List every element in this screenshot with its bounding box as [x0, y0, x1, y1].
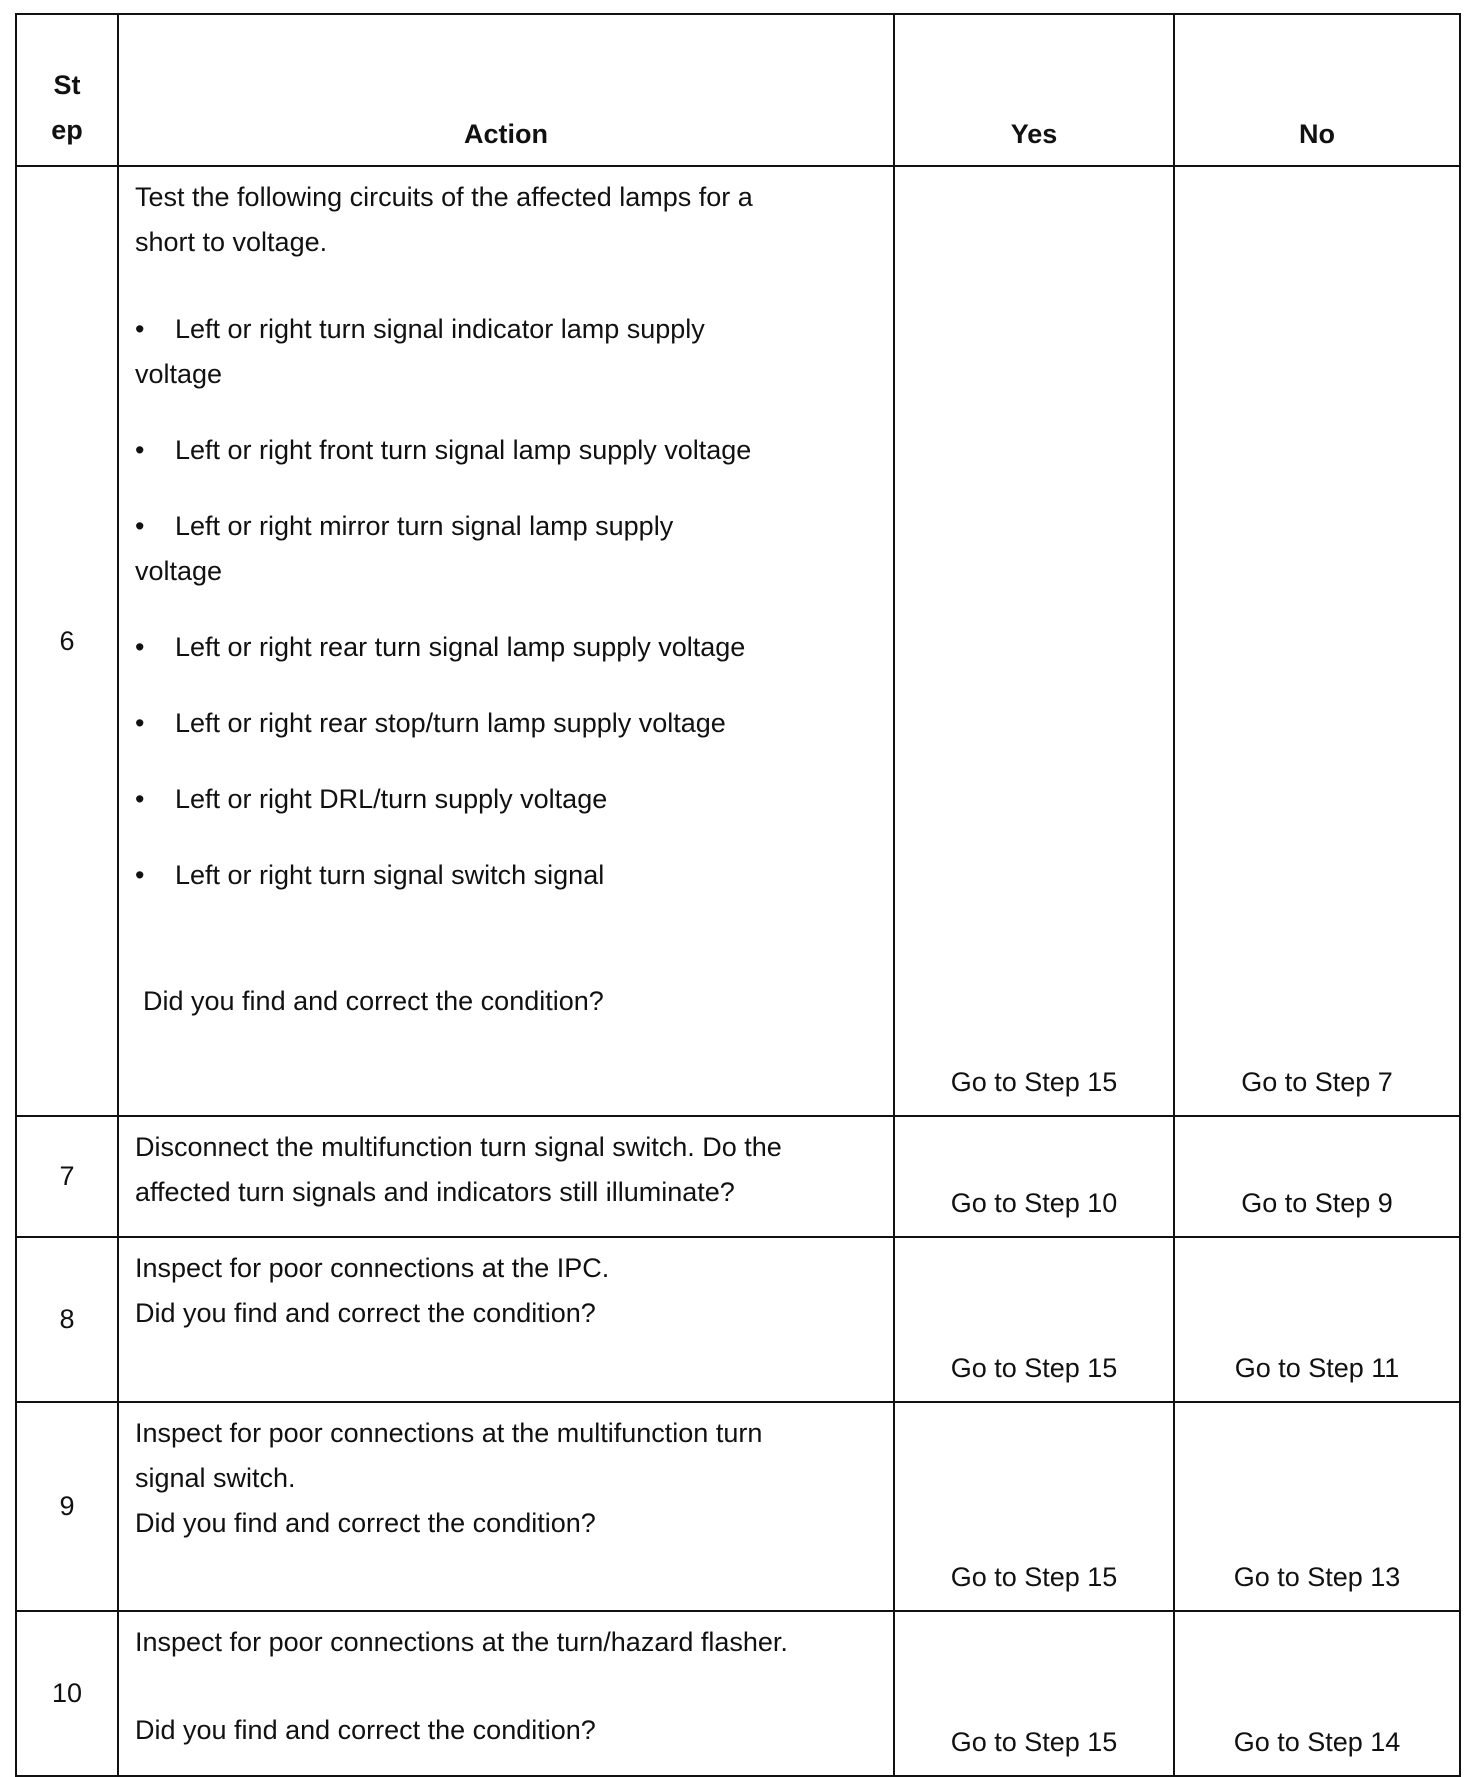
- action-cell: [118, 166, 894, 1116]
- bullet-text: Left or right rear stop/turn lamp supply voltage: [175, 708, 726, 738]
- bullet-icon: •: [135, 632, 145, 662]
- bullet-icon: •: [135, 708, 145, 738]
- bullet-icon: •: [135, 860, 145, 890]
- header-step: [16, 14, 118, 166]
- bullet-text: Left or right DRL/turn supply voltage: [175, 784, 608, 814]
- header-yes: Yes: [894, 14, 1174, 166]
- bullet-text: voltage: [135, 359, 223, 389]
- bullet-item: [135, 777, 877, 822]
- bullet-item: [135, 853, 877, 898]
- diagnostic-table: [15, 13, 1461, 1777]
- action-question: Did you find and correct the condition?: [143, 986, 604, 1016]
- header-step-line2: ep: [51, 115, 83, 145]
- action-cell: [118, 1611, 894, 1776]
- no-cell: Go to Step 9: [1174, 1116, 1460, 1237]
- no-cell: Go to Step 14: [1174, 1611, 1460, 1776]
- bullet-icon: •: [135, 784, 145, 814]
- table-row-step-9: [16, 1402, 1460, 1611]
- bullet-text: Left or right front turn signal lamp supply voltage: [175, 435, 752, 465]
- action-text: short to voltage.: [135, 227, 328, 257]
- bullet-icon: •: [135, 511, 145, 541]
- step-number: 9: [16, 1402, 118, 1611]
- yes-cell: Go to Step 15: [894, 1402, 1174, 1611]
- action-cell: [118, 1402, 894, 1611]
- action-text: Inspect for poor connections at the IPC.: [135, 1253, 610, 1283]
- action-text: Inspect for poor connections at the multifunction turn: [135, 1418, 763, 1448]
- yes-cell: Go to Step 15: [894, 1611, 1174, 1776]
- bullet-item: [135, 504, 877, 594]
- header-action: Action: [118, 14, 894, 166]
- bullet-text: Left or right mirror turn signal lamp supply: [175, 511, 674, 541]
- bullet-text: voltage: [135, 556, 223, 586]
- bullet-item: [135, 428, 877, 473]
- step-number: 6: [16, 166, 118, 1116]
- table-row-step-7: [16, 1116, 1460, 1237]
- action-text: affected turn signals and indicators still illuminate?: [135, 1177, 735, 1207]
- action-text: signal switch.: [135, 1463, 296, 1493]
- action-text: Disconnect the multifunction turn signal switch. Do the: [135, 1132, 782, 1162]
- bullet-item: [135, 307, 877, 397]
- table-row-step-8: [16, 1237, 1460, 1402]
- yes-cell: Go to Step 15: [894, 166, 1174, 1116]
- action-question: Did you find and correct the condition?: [135, 1715, 596, 1745]
- action-text: Inspect for poor connections at the turn/hazard flasher.: [135, 1627, 788, 1657]
- table-row-step-10: [16, 1611, 1460, 1776]
- action-text: Test the following circuits of the affected lamps for a: [135, 182, 753, 212]
- yes-cell: Go to Step 15: [894, 1237, 1174, 1402]
- table-row-step-6: [16, 166, 1460, 1116]
- bullet-text: Left or right turn signal switch signal: [175, 860, 605, 890]
- header-step-line1: St: [53, 70, 81, 100]
- action-question: Did you find and correct the condition?: [135, 1298, 596, 1328]
- header-row: [16, 14, 1460, 166]
- no-cell: Go to Step 11: [1174, 1237, 1460, 1402]
- action-cell: [118, 1237, 894, 1402]
- step-number: 8: [16, 1237, 118, 1402]
- step-number: 10: [16, 1611, 118, 1776]
- bullet-text: Left or right rear turn signal lamp supply voltage: [175, 632, 746, 662]
- action-question: Did you find and correct the condition?: [135, 1508, 596, 1538]
- action-cell: [118, 1116, 894, 1237]
- step-number: 7: [16, 1116, 118, 1237]
- bullet-text: Left or right turn signal indicator lamp supply: [175, 314, 705, 344]
- header-no: No: [1174, 14, 1460, 166]
- no-cell: Go to Step 13: [1174, 1402, 1460, 1611]
- bullet-icon: •: [135, 435, 145, 465]
- no-cell: Go to Step 7: [1174, 166, 1460, 1116]
- yes-cell: Go to Step 10: [894, 1116, 1174, 1237]
- bullet-item: [135, 701, 877, 746]
- bullet-item: [135, 625, 877, 670]
- bullet-icon: •: [135, 314, 145, 344]
